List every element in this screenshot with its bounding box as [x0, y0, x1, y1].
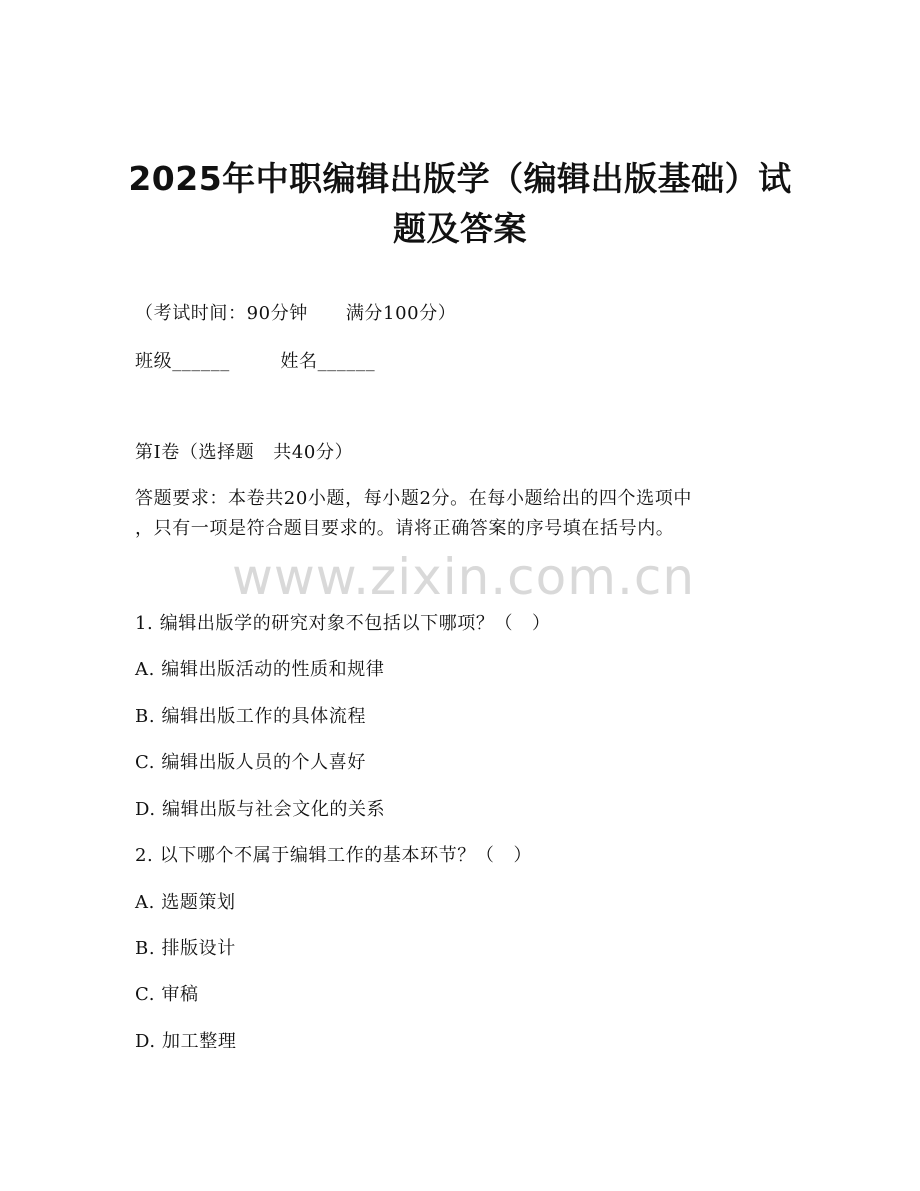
question-1-option-b: B. 编辑出版工作的具体流程	[135, 706, 367, 727]
question-1-option-d: D. 编辑出版与社会文化的关系	[135, 799, 386, 820]
question-2-option-c: C. 审稿	[135, 984, 199, 1005]
question-2-option-b: B. 排版设计	[135, 938, 236, 959]
question-1-stem: 1. 编辑出版学的研究对象不包括以下哪项？（ ）	[135, 613, 551, 634]
question-2-stem: 2. 以下哪个不属于编辑工作的基本环节？（ ）	[135, 845, 533, 866]
question-1-option-a: A. 编辑出版活动的性质和规律	[135, 659, 385, 680]
instructions-line-2: ，只有一项是符合题目要求的。请将正确答案的序号填在括号内。	[135, 518, 675, 539]
question-1-option-c: C. 编辑出版人员的个人喜好	[135, 752, 366, 773]
section-title: 第I卷（选择题 共40分）	[135, 442, 354, 463]
watermark: www.zixin.com.cn	[232, 548, 696, 606]
student-fields: 班级______ 姓名______	[135, 351, 376, 372]
document-title-line-2: 题及答案	[393, 209, 527, 248]
question-2-option-a: A. 选题策划	[135, 892, 236, 913]
question-2-option-d: D. 加工整理	[135, 1031, 237, 1052]
document-title-line-1: 2025年中职编辑出版学（编辑出版基础）试	[128, 159, 792, 198]
exam-info: （考试时间：90分钟 满分100分）	[135, 303, 457, 324]
instructions-line-1: 答题要求：本卷共20小题，每小题2分。在每小题给出的四个选项中	[135, 488, 692, 509]
